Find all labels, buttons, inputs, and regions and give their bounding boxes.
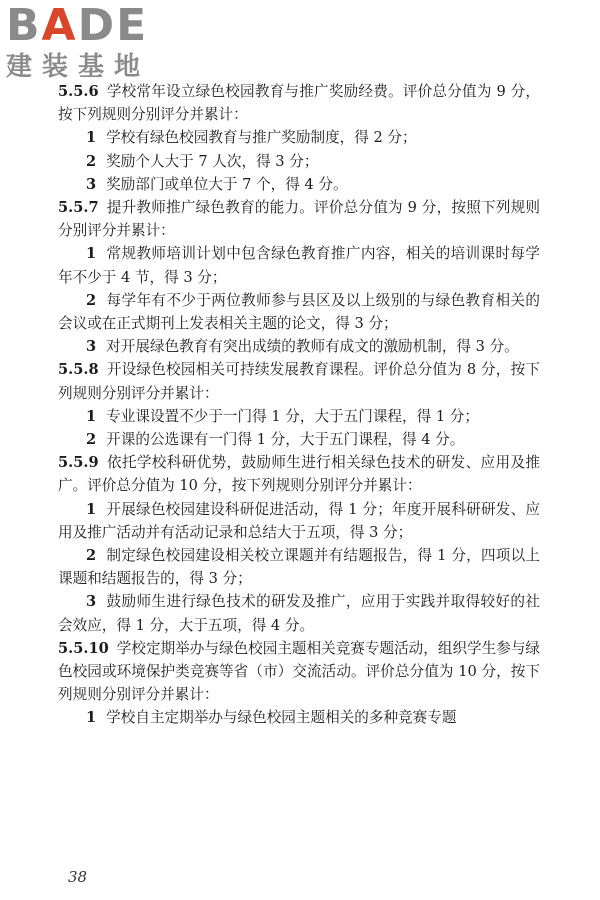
list-item [58, 126, 540, 149]
item-text: 每学年有不少于两位教师参与县区及以上级别的与绿色教育相关的会议或在正式期刊上发表相关主题的论文，得 3 分； [58, 291, 540, 333]
item-text: 学校有绿色校园教育与推广奖励制度，得 2 分； [106, 129, 417, 147]
item-number: 2 [86, 291, 97, 309]
item-number: 3 [86, 338, 97, 356]
list-item [58, 242, 540, 288]
bade-logo [6, 0, 181, 90]
document-body [58, 80, 540, 730]
list-item [58, 428, 540, 451]
clause-text: 提升教师推广绿色教育的能力。评价总分值为 9 分，按照下列规则分别评分并累计： [58, 199, 540, 240]
item-number: 3 [86, 593, 97, 611]
item-text: 学校自主定期举办与绿色校园主题相关的多种竞赛专题 [106, 709, 457, 727]
item-number: 2 [86, 152, 97, 170]
list-item [58, 173, 540, 196]
clause-5-5-6 [58, 80, 540, 126]
clause-number: 5.5.6 [58, 83, 99, 100]
logo-wordmark [6, 0, 181, 51]
item-number: 1 [86, 709, 97, 727]
clause-text: 学校定期举办与绿色校园主题相关竞赛专题活动，组织学生参与绿色校园或环境保护类竞赛等省（市）交流活动。评价总分值为 10 分，按下列规则分别评分并累计： [58, 639, 541, 704]
item-text: 对开展绿色教育有突出成绩的教师有成文的激励机制，得 3 分。 [106, 338, 519, 356]
item-number: 3 [86, 175, 97, 193]
clause-text: 开设绿色校园相关可持续发展教育课程。评价总分值为 8 分，按下列规则分别评分并累计： [58, 361, 540, 402]
item-number: 1 [86, 129, 97, 147]
item-text: 开展绿色校园建设科研促进活动，得 1 分；年度开展科研研发、应用及推广活动并有活动记录和总结大于五项，得 3 分； [58, 500, 540, 541]
logo-subtitle: 建装基地 [6, 52, 151, 82]
clause-number: 5.5.7 [58, 199, 99, 217]
item-number: 1 [86, 407, 97, 425]
item-number: 2 [86, 431, 97, 449]
clause-number: 5.5.9 [58, 454, 99, 472]
logo-letter-b: B [6, 0, 42, 51]
clause-text: 依托学校科研优势，鼓励师生进行相关绿色技术的研发、应用及推广。评价总分值为 10 分，按下列规则分别评分并累计： [58, 454, 540, 495]
logo-letters-de: DE [77, 0, 149, 51]
clause-5-5-10 [58, 637, 540, 707]
list-item [58, 335, 540, 358]
list-item [58, 544, 540, 590]
list-item [58, 289, 540, 335]
item-text: 常规教师培训计划中包含绿色教育推广内容，相关的培训课时每学年不少于 4 节，得 3 分； [58, 245, 540, 286]
clause-5-5-8 [58, 358, 540, 404]
item-number: 1 [86, 500, 97, 518]
item-text: 专业课设置不少于一门得 1 分，大于五门课程，得 1 分； [106, 407, 479, 425]
logo-letter-a: A [41, 0, 78, 51]
list-item [58, 405, 540, 428]
item-text: 鼓励师生进行绿色技术的研发及推广，应用于实践并取得较好的社会效应，得 1 分，大于五项，得 4 分。 [58, 593, 540, 634]
item-number: 1 [86, 245, 97, 263]
clause-5-5-9 [58, 451, 540, 497]
clause-text: 学校常年设立绿色校园教育与推广奖励经费。评价总分值为 9 分，按下列规则分别评分并累计： [58, 83, 540, 124]
clause-number: 5.5.8 [58, 361, 99, 379]
page-number: 38 [68, 868, 88, 886]
clause-5-5-7 [58, 196, 540, 242]
list-item [58, 498, 540, 544]
item-number: 2 [86, 547, 97, 565]
item-text: 制定绿色校园建设相关校立课题并有结题报告，得 1 分，四项以上课题和结题报告的，得 3 分； [58, 547, 540, 588]
list-item [58, 150, 540, 173]
item-text: 奖励个人大于 7 人次，得 3 分； [106, 152, 319, 170]
item-text: 奖励部门或单位大于 7 个，得 4 分。 [106, 175, 348, 193]
list-item [58, 706, 540, 729]
item-text: 开课的公选课有一门得 1 分，大于五门课程，得 4 分。 [106, 431, 465, 449]
list-item [58, 590, 540, 636]
clause-number: 5.5.10 [58, 639, 109, 657]
